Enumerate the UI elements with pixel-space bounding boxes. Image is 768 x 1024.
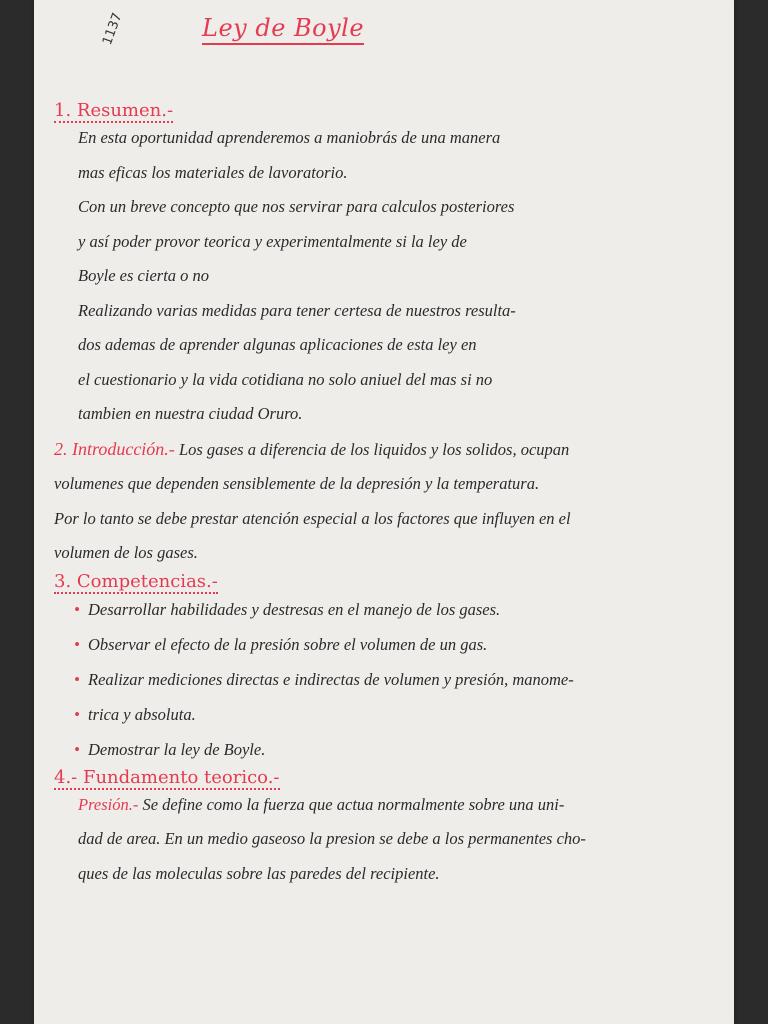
text-line: dos ademas de aprender algunas aplicaciones de esta ley en <box>78 335 477 354</box>
text-line: volumenes que dependen sensiblemente de la depresión y la temperatura. <box>54 474 540 493</box>
section-heading: 4.- Fundamento teorico.- <box>54 766 280 788</box>
sub-label: Presión.- <box>78 794 139 814</box>
text-line: Con un breve concepto que nos servirar para calculos posteriores <box>78 197 515 216</box>
competencias-list <box>54 592 718 767</box>
text-line: Se define como la fuerza que actua normalmente sobre una uni- <box>142 794 565 814</box>
section-heading: 2. Introducción.- <box>54 438 175 459</box>
notebook-page <box>34 0 734 1024</box>
presion-line <box>54 788 718 823</box>
list-item: • Demostrar la ley de Boyle. <box>88 732 718 767</box>
text-line: Boyle es cierta o no <box>78 266 210 285</box>
page-title: Ley de Boyle <box>202 14 364 45</box>
margin-note: 1137 <box>100 10 126 48</box>
text-line: dad de area. En un medio gaseoso la presion se debe a los permanentes cho- <box>78 829 586 848</box>
text-line: Realizando varias medidas para tener certesa de nuestros resulta- <box>78 300 516 320</box>
list-item-continuation: • trica y absoluta. <box>88 697 718 732</box>
section-fundamento <box>54 767 718 892</box>
text-line: Por lo tanto se debe prestar atención especial a los factores que influyen en el <box>54 508 571 528</box>
text-line: En esta oportunidad aprenderemos a maniobrás de una manera <box>78 128 501 147</box>
section-introduccion <box>54 432 718 571</box>
text-line: Los gases a diferencia de los liquidos y los solidos, ocupan <box>178 439 570 459</box>
page-content <box>54 100 718 891</box>
list-item: • Desarrollar habilidades y destresas en el manejo de los gases. <box>88 592 718 627</box>
section-competencias <box>54 571 718 767</box>
list-item: • Realizar mediciones directas e indirectas de volumen y presión, manome- <box>88 662 718 697</box>
text-line: mas eficas los materiales de lavoratorio. <box>78 162 348 182</box>
text-line: tambien en nuestra ciudad Oruro. <box>78 404 303 423</box>
section-heading: 3. Competencias.- <box>54 570 218 592</box>
intro-first-line <box>54 432 718 468</box>
text-line: ques de las moleculas sobre las paredes del recipiente. <box>78 863 440 883</box>
text-line: y así poder provor teorica y experimentalmente si la ley de <box>78 231 467 251</box>
list-item: • Observar el efecto de la presión sobre el volumen de un gas. <box>88 627 718 662</box>
text-line: volumen de los gases. <box>54 543 198 562</box>
text-line: el cuestionario y la vida cotidiana no solo aniuel del mas si no <box>78 369 493 389</box>
section-resumen <box>54 100 718 432</box>
section-heading: 1. Resumen.- <box>54 100 174 121</box>
